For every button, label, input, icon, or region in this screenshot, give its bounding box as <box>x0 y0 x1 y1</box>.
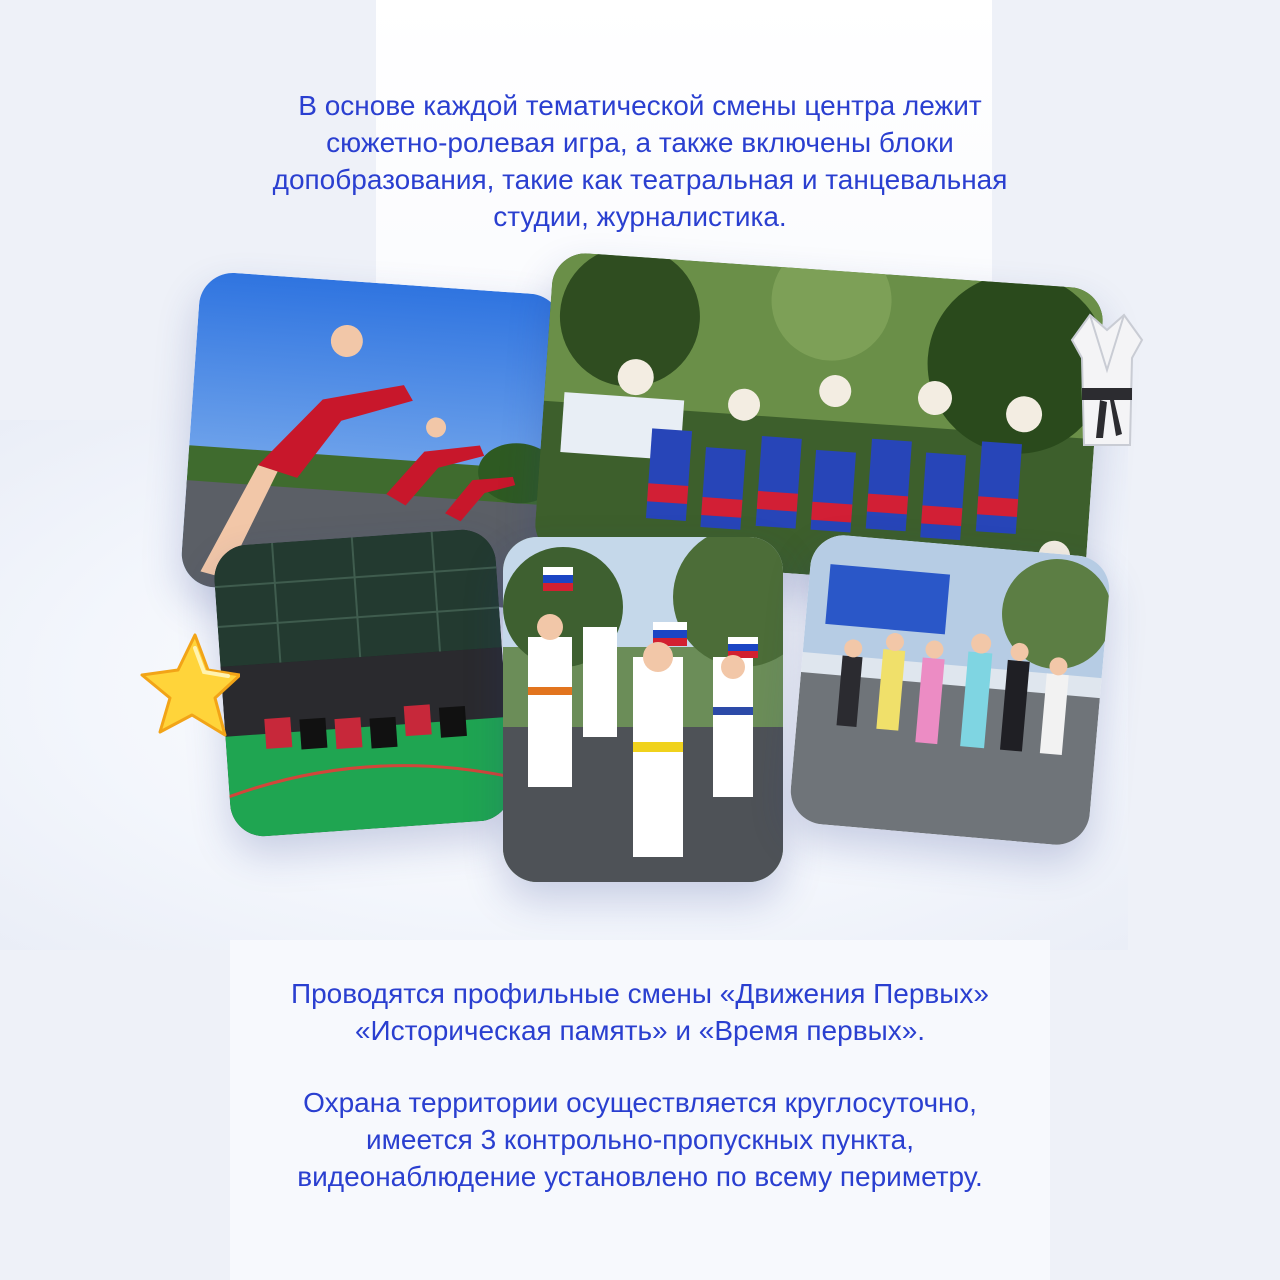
intro-line: сюжетно-ролевая игра, а также включены блоки <box>326 127 954 158</box>
photo-dance-group <box>788 532 1112 847</box>
photo-sports-hall <box>212 528 514 839</box>
security-line: видеонаблюдение установлено по всему периметру. <box>297 1161 983 1192</box>
intro-paragraph <box>140 87 1140 235</box>
intro-line: В основе каждой тематической смены центра лежит <box>298 90 982 121</box>
kimono-icon <box>1070 310 1144 450</box>
shifts-line: «Историческая память» и «Время первых». <box>354 1015 926 1046</box>
intro-line: студии, журналистика. <box>493 201 787 232</box>
shifts-line: Проводятся профильные смены «Движения Первых» <box>290 978 990 1009</box>
security-line: Охрана территории осуществляется круглосуточно, <box>303 1087 977 1118</box>
photo-karate-kids <box>503 537 783 882</box>
shifts-paragraph <box>140 975 1140 1049</box>
security-line: имеется 3 контрольно-пропускных пункта, <box>366 1124 914 1155</box>
star-icon <box>140 630 240 740</box>
security-paragraph <box>140 1084 1140 1195</box>
intro-line: допобразования, такие как театральная и танцевальная <box>272 164 1008 195</box>
